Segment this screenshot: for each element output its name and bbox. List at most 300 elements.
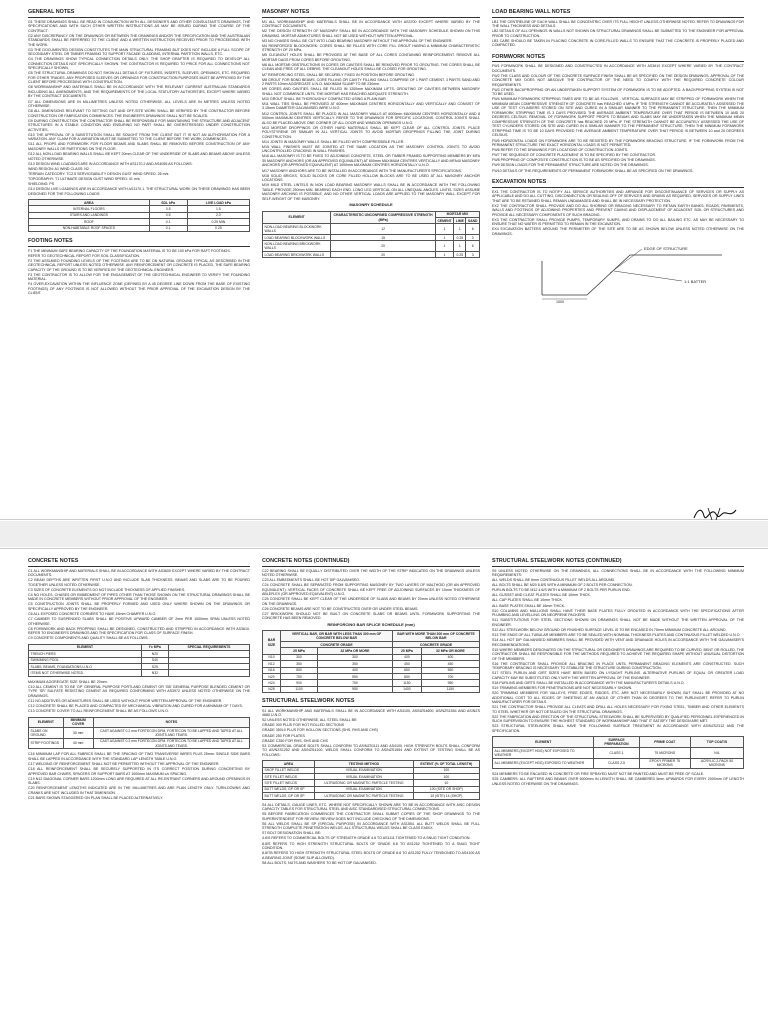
table-cell: 1100 bbox=[281, 686, 318, 692]
table-cell bbox=[169, 670, 250, 676]
excavation-notes-body bbox=[492, 190, 744, 237]
note-paragraph: C5 CONSTRUCTION JOINTS SHALL BE PROPERLY FORMED AND USED ONLY WHERE SHOWN ON THE DRAWINGS OR SPECIFICALLY APPROVED BY THE ENGINEER. bbox=[28, 602, 250, 611]
note-paragraph: F4 OVER-EXCAVATION WITHIN THE INFLUENCE ZONE (DEFINED BY A 45 DEGREE LINE DOWN FROM THE BASE OF EXISTING FOOTINGS) OF ANY FOOTINGS IS NOT ALLOWED WITHOUT THE PRIOR APPROVAL OF THE EXCAVATION DESIGN BY THE CLIENT. bbox=[28, 282, 250, 296]
table-cell: 350 bbox=[317, 661, 392, 667]
table-cell: NON-LOAD BEARING BRICKWORK WALLS bbox=[263, 241, 331, 252]
table-cell: BUTT WELDS, GP OR SP bbox=[263, 793, 315, 799]
note-paragraph: G2 ANY DISCREPANCY ON THE DRAWINGS OR BETWEEN THE DRAWINGS AND/OR THE SPECIFICATION AND THE AUSTRALIAN STANDARDS SHALL BE REFERRED TO THE CLIENT AND A WRITTEN INSTRUCTION RECEIVED PRIOR TO PROCEEDING WITH THE WORK. bbox=[28, 33, 250, 47]
masonry-header-strength: CHARACTERISTIC UNCONFINED COMPRESSIVE STRENGTH (MPa) bbox=[331, 211, 436, 224]
splice-header-25-b: 25 MPa bbox=[393, 648, 422, 654]
table-cell: STRIP FOOTINGS bbox=[29, 738, 64, 749]
note-paragraph: C10 ALL CEMENT IS TO BE 'GP' GENERAL PURPOSE PORTLAND CEMENT OR 'GB' GENERAL PURPOSE BLENDED CEMENT OR TYPE 'SR' SULFATE RESISTING CEMENT AS REQUIRED CONFORMING WITH AS3972 UNLESS NOTED OTHERWISE ON THE DRAWINGS. bbox=[28, 684, 250, 698]
table-row bbox=[29, 670, 250, 676]
paint-header-prep: SURFACE PREPARATION bbox=[594, 737, 639, 748]
note-paragraph: M3 NO CHASES SHALL BE CUT INTO LOAD BEARING MASONRY WITHOUT THE APPROVAL OF THE ENGINEER. bbox=[262, 38, 453, 43]
note-paragraph: LB1 THE CENTRELINE OF EACH WALL SHALL BE CONCENTRIC OVER ITS FULL HEIGHT UNLESS OTHERWISE NOTED. REFER TO DRAWINGS FOR THE WALL THICKNESS AND DETAILS. bbox=[492, 19, 744, 28]
table-cell: 350 bbox=[281, 661, 318, 667]
dimension-label: 1000 bbox=[556, 299, 564, 303]
table-cell: VISUAL EXAMINATION bbox=[315, 786, 414, 792]
table-cell: STAIRS AND LANDINGS bbox=[29, 212, 150, 218]
table-cell: 450 bbox=[393, 661, 422, 667]
note-paragraph: S11 SUBSTITUTIONS FOR STEEL SECTIONS SHOWN ON DRAWINGS SHALL NOT BE MADE WITHOUT THE WRITTEN APPROVAL OF THE ENGINEER. bbox=[492, 618, 744, 627]
table-cell: ULTRASONIC OR MAGNETIC PARTICLE TESTING bbox=[315, 780, 414, 786]
table-cell: ACRYLIC 2-PACK 50 MICRONS bbox=[690, 758, 743, 769]
note-paragraph: 8.8/TB REFERS TO HIGH STRENGTH STRUCTURAL STEEL BOLTS OF GRADE 8.8 TO AS1252 FULLY TENSIONED TO AS4100 AS A BEARING JOINT (SOME SLIP ALLOWED). bbox=[262, 851, 480, 860]
masonry-schedule-table bbox=[262, 211, 480, 259]
note-paragraph: C26 CONCRETE BEAMS ARE NOT TO BE CONSTRUCTED OVER OR UNDER STEEL BEAMS. bbox=[262, 606, 419, 611]
sheet1-column-2 bbox=[262, 8, 480, 261]
design-loads-table bbox=[28, 199, 250, 232]
table-cell: TRENCH PIERS bbox=[29, 651, 142, 657]
edge-leader-line bbox=[610, 249, 642, 273]
table-cell: 20 bbox=[331, 252, 436, 258]
concrete-notes-body bbox=[28, 569, 250, 641]
note-paragraph: F3 THE CONTRACTOR IS TO ALLOW FOR THE ENGAGEMENT OF THE GEOTECHNICAL ENGINEER TO VERIFY THE FOUNDING MATERIAL. bbox=[28, 272, 250, 282]
note-paragraph: M11 WALL TIES SHALL BE PROVIDED AT 600mm MAXIMUM CENTRES HORIZONTALLY AND VERTICALLY AND CONSIST OF 3.15mm DIAMETER GALVANISED WIRE U.N.O. bbox=[262, 101, 480, 111]
table-cell: CLASS 1 bbox=[594, 747, 639, 758]
batter-slope-line bbox=[587, 255, 630, 295]
note-paragraph: G4 THE DRAWINGS SHOW TYPICAL CONNECTION DETAILS ONLY. THE SHOP DRAFTER IS REQUIRED TO DEVELOP ALL CONNECTION DETAILS NOT SPECIFICALLY SHOWN. THE CONTRACTOR IS REQUIRED TO PRICE FOR ALL CONNECTIONS NOT SPECIFICALLY SHOWN. bbox=[28, 57, 250, 71]
note-paragraph: FW6 REFER TO THE DRAWINGS FOR LOCATIONS OF CONSTRUCTION JOINTS. bbox=[492, 148, 629, 153]
table-cell: 0.5 bbox=[149, 206, 187, 212]
note-paragraph: G9 DURING CONSTRUCTION THE CONTRACTOR SHALL BE RESPONSIBLE FOR MAINTAINING THE STRUCTURE AND ADJACENT STRUCTURES IN A STABLE CONDITION AND ENSURING NO PART SHALL BE OVERSTRESSED UNDER CONSTRUCTION ACTIVITIES. bbox=[28, 118, 250, 132]
note-paragraph: C24 CONCRETE SHALL BE SEPARATED FROM SUPPORTING MASONRY BY TWO LAYERS OF MALTHOID (OR AN APPROVED EQUIVALENT). VERTICAL FACES OF CONCRETE SHALL BE KEPT FREE OF ADJOINING SURFACES BY 10mm THICKNESS OF ABLEFLEX (OR APPROVED EQUIVALENT) U.N.O. bbox=[262, 583, 480, 597]
note-paragraph: M15 WALL FINISHES MUST BE JOINTED AT THE SAME LOCATION AS THE MASONRY CONTROL JOINTS TO AVOID UNCONTROLLED CRACKING IN WALL FINISHES. bbox=[262, 144, 480, 154]
note-paragraph: C23 ALL EMBEDMENTS SHALL BE HOT DIP GALVANISED. bbox=[262, 578, 360, 583]
table-cell: 0.25 bbox=[454, 252, 466, 258]
table-row bbox=[493, 747, 744, 758]
sheet2-column-3 bbox=[492, 557, 744, 787]
note-paragraph: GRADE C350 FOR RHS, SHS AND CHS bbox=[262, 738, 328, 743]
note-paragraph: C8 FORMWORK AND BACK PROPPING SHALL BE DESIGNED, CONSTRUCTED AND STRIPPED IN ACCORDANCE WITH AS3610. REFER TO ENGINEER'S DRAWINGS AND THE SPECIFICATION FOR CLASS OF SURFACE FINISH. bbox=[28, 626, 250, 636]
table-cell: N12 bbox=[263, 661, 281, 667]
table-cell: 650 bbox=[393, 667, 422, 673]
table-cell: 0.1 bbox=[149, 219, 187, 225]
table-cell: SWIMMING POOL bbox=[29, 657, 142, 663]
note-paragraph: G3 THE DOCUMENTED DESIGN CONSTITUTES THE MAIN STRUCTURAL FRAMING BUT DOES NOT INCLUDE A FULL SCOPE OF SECONDARY STEEL OR TIMBER FRAMING TO SUPPORT FACADE CLADDING, INTERNAL PARTITION WALLS, ETC. bbox=[28, 47, 250, 57]
note-paragraph: EX3 THE CONTRACTOR SHALL PROVIDE PUMPS, TEMPORARY SUMPS, AND DRAINS TO DO ALL BAILING ETC. AS MAY BE NECESSARY TO ENSURE THAT NO WATER IS PERMITTED TO REMAIN IN THE EXCAVATION. bbox=[492, 217, 744, 227]
splice-header-grade-a: CONCRETE GRADE bbox=[281, 642, 393, 648]
steelwork-notes-final-body bbox=[492, 772, 744, 786]
table-cell: 6 bbox=[466, 241, 480, 252]
note-paragraph: FW3 OTHER BACKPROPPING OR AN UNDERTAKEN SUPPORT SYSTEM OF FORMWORK IS TO BE ADOPTED. A BACKPROPPING SYSTEM IS NOT TO BE USED. bbox=[492, 87, 744, 97]
loads-header-sdl: SDL kPa bbox=[149, 200, 187, 206]
note-paragraph: C22 BEARING SHALL BE EQUALLY DISTRIBUTED OVER THE WIDTH OF THE STRIP INDICATED ON THE DRAWINGS UNLESS NOTED OTHERWISE. bbox=[262, 568, 480, 577]
table-cell: ITEMS NOT OTHERWISE NOTED bbox=[29, 670, 142, 676]
cover-header-element: ELEMENT bbox=[29, 717, 64, 728]
table-cell: SLABS ON GROUND bbox=[29, 728, 64, 739]
note-paragraph: FW7 THE SEQUENCE OF CONCRETE PLACEMENT IS TO BE SPECIFIED BY THE CONTRACTOR. bbox=[492, 153, 657, 158]
note-paragraph: M8 GROUT FOR BOND BEAMS, CORE FILLING OR CAVITY FILLING SHALL COMPRISE OF 1 PART CEMENT, 3 PARTS SAND AND 2 PARTS 10mm AGGREGATE U.N.O. MAXIMUM SLUMP TO BE 230mm. bbox=[262, 77, 480, 87]
table-cell: 850 bbox=[393, 674, 422, 680]
note-paragraph: FW1 FORMWORK SHALL BE DESIGNED AND CONSTRUCTED IN ACCORDANCE WITH AS3610 EXCEPT WHERE VARIED BY THE CONTRACT DOCUMENTS. bbox=[492, 64, 744, 73]
note-paragraph: S21 THE CONTRACTOR SHALL PROVIDE ALL CLEATS AND DRILL ALL HOLES NECESSARY FOR FIXING STEEL, TIMBER AND OTHER ELEMENTS TO STEEL WHETHER OR NOT DETAILED ON THE STRUCTURAL DRAWINGS. bbox=[492, 705, 744, 714]
table-cell: LOAD BEARING BLOCKWORK WALLS bbox=[263, 235, 331, 241]
note-paragraph: G11 ALL PROPS AND FORMWORK FOR FLOOR BEAMS AND SLABS SHALL BE REMOVED BEFORE CONSTRUCTION OF ANY MASONRY WALLS OR PARTITIONS ON THE FLOOR. bbox=[28, 142, 250, 151]
table-cell: 0.25 bbox=[187, 225, 249, 231]
table-cell: N20 bbox=[263, 674, 281, 680]
steelwork-notes-title: STRUCTURAL STEELWORK NOTES bbox=[262, 698, 480, 707]
note-paragraph: S10 COLUMNS AND MULLIONS SHALL HAVE THEIR BASE PLATES FULLY GROUTED IN ACCORDANCE WITH THE SPECIFICATIONS AFTER PLUMBING AND LEVELLING ON NEOPRENE PACKERS. bbox=[492, 608, 744, 618]
general-notes-title: GENERAL NOTES bbox=[28, 9, 250, 18]
table-cell: 300 bbox=[317, 654, 392, 660]
steelwork-notes-continued-body bbox=[492, 569, 744, 734]
table-cell: 550 bbox=[317, 674, 392, 680]
note-paragraph: S19 TRIMMING MEMBERS FOR PENETRATIONS ARE NOT NECESSARILY SHOWN. bbox=[492, 686, 633, 690]
note-paragraph: M10 GROUT SHALL BE THOROUGHLY COMPACTED USING A PLAIN BAR. bbox=[262, 96, 387, 101]
note-paragraph: F2 THE ASSUMED FOUNDING LEVELS OF THE FOOTINGS ARE TO BE ON NATURAL GROUND TYPICAL AS DESCRIBED IN THE GEOTECHNICAL REPORT UNLESS NOTED OTHERWISE. ANY REINFORCEMENT OR CONCRETE IS PLACED, THE SAFE BEARING CAPACITY OF THE GROUND IS TO BE VERIFIED BY THE GEOTECHNICAL ENGINEER. bbox=[28, 258, 250, 272]
table-row bbox=[263, 686, 480, 692]
table-cell: N28 bbox=[263, 686, 281, 692]
concrete-notes-title: CONCRETE NOTES bbox=[28, 558, 250, 567]
table-cell: 400 bbox=[393, 654, 422, 660]
table-cell: ROOF bbox=[29, 219, 150, 225]
table-cell: SITE FILLET WELDS bbox=[263, 780, 315, 786]
table-cell: 20 bbox=[331, 241, 436, 252]
masonry-header-element: ELEMENT bbox=[263, 211, 331, 224]
note-paragraph: M2 THE DESIGN STRENGTH OF MASONRY SHALL BE IN ACCORDANCE WITH THE MASONRY SCHEDULE SHOWN ON THIS DRAWING. MORTAR ADMIXTURES SHALL NOT BE USED WITHOUT WRITTEN APPROVAL. bbox=[262, 29, 480, 38]
general-notes-body bbox=[28, 20, 250, 197]
concrete-notes-continued-body bbox=[28, 680, 250, 714]
note-paragraph: 8.8/S REFERS TO HIGH STRENGTH STRUCTURAL BOLTS OF GRADE 8.8 TO AS1252 TIGHTENED TO A SNUG TIGHT CONDITION. bbox=[262, 841, 480, 851]
table-cell: SHOP FILLET WELDS bbox=[263, 767, 315, 773]
table-cell: S25 bbox=[141, 663, 168, 669]
note-paragraph: G10 THE APPROVAL OF A SUBSTITUTION SHALL BE SOUGHT FROM THE CLIENT BUT IT IS NOT AN AUTHORISATION FOR A VARIATION. ANY CLAIM FOR A VARIATION MUST BE SUBMITTED TO THE CLIENT BEFORE THE WORK COMMENCES. bbox=[28, 132, 250, 142]
masonry-header-lime: LIME bbox=[455, 218, 464, 223]
table-cell: 500 bbox=[281, 667, 318, 673]
note-paragraph: C21 BARS SHOWN STAGGERED ON PLAN SHALL BE PLACED ALTERNATIVELY. bbox=[28, 795, 164, 800]
note-paragraph: FW2 THE CLASS AND COLOUR OF THE CONCRETE SURFACE FINISH SHALL BE AS SPECIFIED ON THE DESIGN DRAWINGS. APPROVAL OF THE CONCRETE MIX DOES NOT ABSOLVE THE CONTRACTOR OF THE NEED TO COMPLY WITH THE REQUIRED CONCRETE COLOUR REQUIREMENTS. bbox=[492, 73, 744, 87]
page-gap bbox=[0, 521, 768, 547]
note-paragraph: C12 CONCRETE SHALL BE PLACED AND COMPACTED BY MECHANICAL VIBRATION AND CURED FOR A MINIMUM OF 7 DAYS. bbox=[28, 703, 243, 708]
note-paragraph: M1 ALL WORKMANSHIP AND MATERIALS SHALL BE IN ACCORDANCE WITH AS3700 EXCEPT WHERE VARIED BY THE CONTRACT DOCUMENTS. bbox=[262, 19, 480, 28]
masonry-notes-title: MASONRY NOTES bbox=[262, 9, 480, 18]
table-cell: 750 bbox=[317, 680, 392, 686]
note-paragraph: G6 WORKMANSHIP AND MATERIALS SHALL BE IN ACCORDANCE WITH THE RELEVANT CURRENT AUSTRALIAN STANDARDS INCLUDING ALL AMENDMENTS, AND THE REQUIREMENTS OF THE LOCAL STATUTORY AUTHORITIES, EXCEPT WHERE VARIED BY THE CONTRACT DOCUMENTS. bbox=[28, 85, 250, 99]
loads-header-area: AREA bbox=[29, 200, 150, 206]
note-paragraph: S13 THE ENDS OF ALL TUBULAR MEMBERS ARE TO BE SEALED WITH NOMINAL THICKNESS PLATES AND CONTINUOUS FILLET WELDED U.N.O. bbox=[492, 632, 741, 637]
note-paragraph: FW9 DESIGN LOADS FOR THE PERMANENT STRUCTURE ARE NOTED ON THE DRAWINGS. bbox=[492, 163, 649, 168]
splice-header-grade-b: CONCRETE GRADE bbox=[393, 642, 480, 648]
note-paragraph: FW10 DETAILS OF THE REQUIREMENTS OF PERMANENT FORMWORK SHALL BE AS SPECIFIED ON THE DRAWINGS. bbox=[492, 168, 694, 173]
table-row bbox=[263, 793, 480, 799]
weld-header-area: AREA bbox=[263, 761, 315, 767]
table-cell: 1 bbox=[435, 252, 453, 258]
note-paragraph: EX1 THE CONTRACTOR IS TO NOTIFY ALL SERVICE AUTHORITIES AND ARRANGE FOR DISCONTINUANCE OF SERVICES OR SUPPLY AS APPLICABLE AND DO ALL CUTTING, DISCONNECTION OR SEALING OFF OF SERVICES AND DRAINS AS REQUIRED. SERVICES OR SUPPLY LINES THAT ARE TO BE RETAINED SHALL REMAIN UNDAMAGED AND SHALL BE IN NECESSARY PROTECTION. bbox=[492, 189, 744, 203]
note-paragraph: M17 MASONRY ANCHORS ARE TO BE INSTALLED IN ACCORDANCE WITH THE MANUFACTURER'S SPECIFICATIONS. bbox=[262, 168, 462, 173]
note-paragraph: S17 STEEL PURLIN AND GIRT SIZES HAVE BEEN BASED ON LYSAGHT PURLINS. ALTERNATIVE PURLINS OF EQUAL OR GREATER LOAD CAPACITY MAY BE SUBSTITUTED ONLY WITH THE WRITTEN APPROVAL OF THE ENGINEER. bbox=[492, 671, 744, 680]
note-paragraph: G7 ALL DIMENSIONS ARE IN MILLIMETRES UNLESS NOTED OTHERWISE. ALL LEVELS ARE IN METRES UNLESS NOTED OTHERWISE. bbox=[28, 99, 250, 109]
note-paragraph: M16 ALL MASONRY IS TO BE FIXED TO ADJOINING CONCRETE, STEEL OR TIMBER FRAMED SUPPORTING MEMBERS BY MFA 30 MASONRY ANCHORS (OR AN APPROVED EQUIVALENT) AT 600mm MAXIMUM CENTRES VERTICALLY AND MFA40 MASONRY ANCHORS (OR APPROVED EQUIVALENT) AT 1000mm MAXIMUM CENTRES HORIZONTALLY U.N.O. bbox=[262, 154, 480, 168]
note-paragraph: S9 UNLESS NOTED OTHERWISE ON THE DRAWINGS, ALL CONNECTIONS SHALL BE IN ACCORDANCE WITH THE FOLLOWING MINIMUM REQUIREMENTS: bbox=[492, 568, 744, 577]
note-paragraph: LB2 DETAILS OF ALL OPENINGS IN WALLS NOT SHOWN ON STRUCTURAL DRAWINGS SHALL BE SUBMITTED TO THE ENGINEER FOR APPROVAL PRIOR TO CONSTRUCTION. bbox=[492, 29, 744, 38]
note-paragraph: S5 BEFORE FABRICATION COMMENCES THE CONTRACTOR SHALL SUBMIT COPIES OF THE SHOP DRAWINGS TO THE SUPERINTENDENT FOR REVIEW. REVIEW DOES NOT INCLUDE CHECKING OF THE DIMENSIONS. bbox=[262, 812, 480, 821]
table-cell: 10 (SITE) 14 (SHOP) bbox=[413, 793, 479, 799]
note-paragraph: G12 ALL NON-LOAD BEARING WALLS SHALL BE KEPT 20mm CLEAR OF THE UNDERSIDE OF SLABS AND BEAMS ABOVE UNLESS NOTED OTHERWISE. bbox=[28, 152, 250, 161]
table-cell: 3 bbox=[466, 252, 480, 258]
table-cell: 300 bbox=[281, 654, 318, 660]
table-row bbox=[493, 758, 744, 769]
table-cell: NIL bbox=[690, 747, 743, 758]
note-paragraph: C17 WELDING OF REINFORCEMENT SHALL NOT BE PERMITTED WITHOUT THE APPROVAL OF THE ENGINEER. bbox=[28, 761, 220, 766]
note-paragraph: C16 MINIMUM LAP FOR ALL FABRICS SHALL BE THE SPACING OF TWO TRANSVERSE WIRES PLUS 25mm. SINGLE SIDE BARS SHALL BE LAPPED IN ACCORDANCE WITH THE STANDARD LAP LENGTH TABLE U.N.O. bbox=[28, 752, 250, 761]
note-paragraph: C4 NO HOLES, CHASES OR EMBEDMENT OF PIPES OTHER THAN THOSE SHOWN ON THE STRUCTURAL DRAWINGS SHALL BE MADE IN CONCRETE MEMBERS WITHOUT PRIOR APPROVAL OF THE ENGINEER. bbox=[28, 592, 250, 602]
note-paragraph: C27 BRICKWORK SHOULD NOT BE BUILT ON CONCRETE SLABS OR BEAMS UNTIL FORMWORK SUPPORTING THE CONCRETE HAS BEEN REMOVED. bbox=[262, 611, 480, 621]
note-paragraph: C1 ALL WORKMANSHIP AND MATERIALS SHALL BE IN ACCORDANCE WITH AS3600 EXCEPT WHERE VARIED BY THE CONTRACT DOCUMENTS. bbox=[28, 568, 250, 577]
masonry-header-cement: CEMENT bbox=[437, 218, 452, 223]
table-cell: 1 bbox=[435, 241, 453, 252]
note-paragraph: S25 CAMBERS: ALL RAFTERS AND BEAMS OVER 6000mm IN LENGTH SHALL BE CAMBERED 5mm UPWARDS FOR EVERY 2000mm OF LENGTH UNLESS NOTED OTHERWISE ON THE DRAWINGS. bbox=[492, 777, 744, 786]
note-paragraph: MAXIMUM AGGREGATE SIZE SHALL BE 20mm. bbox=[28, 679, 108, 684]
table-cell: N24 bbox=[263, 680, 281, 686]
table-cell: ULTRASONIC OR MAGNETIC PARTICLE TESTING bbox=[315, 793, 414, 799]
splice-header-vertical: VERTICAL BAR, OR BAR WITH LESS THAN 300 mm OF CONCRETE BELOW BAR bbox=[281, 631, 393, 642]
note-paragraph: EX2 THE CONTRACTOR SHALL PROVIDE AND DO ALL SHORING OR BRACING NECESSARY TO RETAIN EARTH BANKS, ROADS, PAVEMENTS, WALLS AND FOOTINGS OF ADJOINING PROPERTIES AND PREVENT CAVING AND DISPLACEMENT OF ADJACENT SOIL OR STRUCTURES AND PROVIDE ALL NECESSARY COMPONENTS OF SUCH BRACING. bbox=[492, 203, 744, 217]
note-paragraph: S18 PURLINS AND GIRTS SHALL BE INSTALLED IN ACCORDANCE WITH THE MANUFACTURER'S DETAILS U.N.O. bbox=[492, 680, 685, 685]
formwork-notes-body bbox=[492, 64, 744, 173]
note-paragraph: REFER TO GEOTECHNICAL REPORT FOR SOIL CLASSIFICATION. bbox=[28, 253, 141, 258]
table-cell: 0.25 bbox=[454, 235, 466, 241]
masonry-notes-body bbox=[262, 20, 480, 202]
note-paragraph: C13 CONCRETE COVER TO ALL REINFORCEMENT SHALL BE AS FOLLOWS U.N.O. bbox=[28, 709, 169, 714]
table-cell: SITE FILLET WELDS bbox=[263, 774, 315, 780]
note-paragraph: S1 ALL WORKMANSHIP AND MATERIALS SHALL BE IN ACCORDANCE WITH AS4100, AS/NZS4600, AS/NZS1554 AND AS/NZS 4680 U.N.O. bbox=[262, 708, 480, 718]
note-paragraph: S15 WHERE MEMBERS DESIGNATED ON THE STRUCTURAL OR DESIGNER'S DRAWINGS ARE REQUIRED TO BE CURVED, BENT OR ROLLED, THE CONTRACTOR SHALL BE RESPONSIBLE FOR THE METHODS REQUIRED TO ACHIEVE THE REQUIRED SHAPE WITHOUT UNUSUAL DISTORTION OF THE MEMBERS. bbox=[492, 647, 744, 661]
note-paragraph: ALL GUSSET AND CLEAT PLATES SHALL BE 10mm THICK. bbox=[492, 593, 591, 598]
note-paragraph: FW4 MINIMUM FORMWORK STRIPPING TIMES ARE TO BE AS FOLLOWS - VERTICAL SURFACES MAY BE STRIPPED OF FORMWORK WHEN THE MINIMUM MEAN COMPRESSIVE STRENGTH OF CONCRETE has REACHED 4 MPa. IF THE STRENGTH CANNOT BE ACCURATELY ASSESSED THE USE OF TEST CYLINDERS STORED ON SITE AND CURED IN A SIMILAR MANNER TO THE PERMANENT STRUCTURE. THEN THE MINIMUM FORMWORK STRIPPING TIME IS 3 DAYS PROVIDED THE AVERAGE AMBIENT TEMPERATURE OVER THAT PERIOD IS BETWEEN 10 AND 20 DEGREES CELSIUS. REMOVAL OF FORMWORK SUPPORT PROPS TO BEAMS AND SLABS MAY BE UNDERTAKEN WHEN THE MINIMUM MEAN COMPRESSIVE STRENGTH OF THE CONCRETE has REACHED 20 MPa. IF THE STRENGTH CANNOT BE ACCURATELY ASSESSED THE USE OF TEST CYLINDERS STORED ON SITE AND CURED IN A SIMILAR MANNER TO THE PERMANENT STRUCTURE, THEN THE MINIMUM FORMWORK STRIPPING TIME IS TO BE 10 DAYS PROVIDED THE AVERAGE AMBIENT TEMPERATURE OVER THAT PERIOD IS BETWEEN 10 and 20 DEGREES CELSIUS. bbox=[492, 97, 744, 138]
note-paragraph: S22 THE FABRICATION AND ERECTION OF THE STRUCTURAL STEELWORK SHALL BE SUPERVISED BY QUALIFIED PERSONNEL EXPERIENCED IN SUCH SUPERVISION TO ENSURE THE HIGHEST STANDARD OF WORKMANSHIP AND THAT IT SATISFY THE DESIGN ARE MET. bbox=[492, 714, 744, 724]
weld-testing-table bbox=[262, 760, 480, 799]
loads-header-live: LIVE LOAD kPa bbox=[187, 200, 249, 206]
table-cell: 1.5 bbox=[187, 206, 249, 212]
note-paragraph: EX4 EXCAVATION BATTERS AROUND THE PERIMETER OF THE SITE ARE TO BE AS SHOWN BELOW UNLESS NOTED OTHERWISE ON THE DRAWINGS. bbox=[492, 227, 744, 236]
table-cell: 700 bbox=[421, 674, 479, 680]
table-cell: 950 bbox=[421, 680, 479, 686]
note-paragraph: G1 THESE DRAWINGS SHALL BE READ IN CONJUNCTION WITH ALL DESIGNER'S AND OTHER CONSULTANT'S DRAWINGS, THE SPECIFICATIONS AND WITH SUCH OTHER WRITTEN INSTRUCTIONS AS MAY BE ISSUED DURING THE COURSE OF THE CONTRACT. bbox=[28, 19, 250, 33]
note-paragraph: M19 MILD STEEL LINTELS IN NON LOAD BEARING MASONRY WALLS SHALL BE IN ACCORDANCE WITH THE FOLLOWING TABLE. PROVIDE 250mm MIN. BEARING EACH END. LONG LEG VERTICAL ON ALL UNEQUAL ANGLES. LINTEL SIZES ASSUME MASONRY ARCHING IS POSSIBLE, AND NO OTHER VERTICAL LOADS ARE APPLIED TO THE MASONRY WALL EXCEPT FOR SELF-WEIGHT OF THE MASONRY. bbox=[262, 183, 480, 201]
table-cell: 100 bbox=[413, 774, 479, 780]
table-cell: 900 bbox=[281, 680, 318, 686]
excavation-notes-title: EXCAVATION NOTES bbox=[492, 179, 744, 188]
paint-header-top: TOP COAT/S bbox=[690, 737, 743, 748]
note-paragraph: C7 CAMBER TO SUSPENDED SLABS SHALL BE POSITIVE UPWARD CAMBER OF 2mm PER 1000mm SPAN UNLESS NOTED OTHERWISE. bbox=[28, 617, 250, 626]
table-cell: 1 bbox=[454, 224, 466, 235]
footing-notes-title: FOOTING NOTES bbox=[28, 238, 250, 247]
concrete-header-special: SPECIAL REQUIREMENTS bbox=[169, 644, 250, 650]
note-paragraph: M4 REINFORCED BLOCKWORK: CORES SHALL BE FILLED WITH CORE FILL GROUT HAVING A MINIMUM CHARACTERISTIC STRENGTH OF 20 MPa. bbox=[262, 43, 480, 53]
note-paragraph: C2 BEAM DEPTHS ARE WRITTEN FIRST U.N.O AND INCLUDE SLAB THICKNESS. BEAMS AND SLABS ARE TO BE POURED TOGETHER UNLESS NOTED OTHERWISE. bbox=[28, 578, 250, 587]
paint-header-element: ELEMENT bbox=[493, 737, 594, 748]
batter-leader-line bbox=[614, 271, 682, 281]
table-cell: 1 bbox=[454, 241, 466, 252]
table-cell: EPOXY PRIMER 75 MICRONS bbox=[639, 758, 690, 769]
table-cell: 700 bbox=[281, 674, 318, 680]
note-paragraph: GRADE 250 FOR PLATES bbox=[262, 733, 305, 738]
note-paragraph: SHIELDING: PS bbox=[28, 182, 55, 186]
note-paragraph: F1 THE MINIMUM SAFE BEARING CAPACITY OF THE FOUNDATION MATERIAL IS TO BE 100 kPa FOR RAFT FOOTINGS. bbox=[28, 248, 231, 253]
table-cell: 950 bbox=[317, 686, 392, 692]
table-cell: 1150 bbox=[421, 686, 479, 692]
table-cell: 0.1 bbox=[149, 225, 187, 231]
table-cell: 30 mm bbox=[63, 728, 93, 739]
sheet1-column-3 bbox=[492, 8, 744, 308]
table-row bbox=[263, 241, 480, 252]
note-paragraph: G5 THE STRUCTURAL DRAWINGS DO NOT SHOW ALL DETAILS OF FIXTURES, INSERTS, SLEEVES, OPENINGS, ETC. REQUIRED FOR OTHER TRADES. ANY PROPOSED SLEEVES OR OPENINGS FOR CONSTRUCTION PURPOSES MUST BE APPROVED BY THE CLIENT BEFORE PROCEEDING WITH CONSTRUCTION. bbox=[28, 71, 250, 85]
note-paragraph: ALL BOLTS SHALL BE M20 8.8/S WITH A MINIMUM OF 2 BOLTS PER CONNECTION. bbox=[492, 583, 633, 588]
table-cell: 40 mm bbox=[63, 738, 93, 749]
table-cell: 1 bbox=[435, 224, 453, 235]
table-row bbox=[263, 224, 480, 235]
table-cell: 0.25 MIN bbox=[187, 219, 249, 225]
note-paragraph: 4.6/S REFERS TO COMMERCIAL BOLTS OF STRENGTH GRADE 4.6 TO AS1111 TIGHTENED TO A SNUG TIGHT CONDITION. bbox=[262, 836, 471, 841]
note-paragraph: S4 ALL DETAILS, GAUGE LINES, ETC. WHERE NOT SPECIFICALLY SHOWN ARE TO BE IN ACCORDANCE WITH AISC DESIGN CAPACITY TABLES FOR STRUCTURAL STEEL AND AISC STANDARDISED STRUCTURAL CONNECTIONS. bbox=[262, 802, 480, 812]
splice-header-32-b: 32 MPa OR MORE bbox=[421, 648, 479, 654]
note-paragraph: S24 MEMBERS TO BE ENCASED IN CONCRETE OR FIRE SPRAYED MUST NOT BE PAINTED AND MUST BE FREE OF SCALE. bbox=[492, 772, 705, 777]
concrete-notes-end-body bbox=[28, 752, 250, 800]
table-cell: 100 (SITE OR SHOP) bbox=[413, 786, 479, 792]
note-paragraph: G14 DESIGN LIVE LOADINGS ARE IN ACCORDANCE WITH AS1170.1. THE STRUCTURAL WORK ON THESE DRAWINGS HAS BEEN DESIGNED FOR THE FOLLOWING LOADS: bbox=[28, 187, 250, 196]
note-paragraph: C25 CONCRETE SHALL BE KEPT CLEAR OF THE UNDERSIDE OF SLABS AND BEAMS BY 20mm UNLESS NOTED OTHERWISE ON THE DRAWINGS. bbox=[262, 597, 480, 606]
masonry-header-sand: SAND bbox=[466, 218, 480, 224]
table-cell: 1 bbox=[435, 235, 453, 241]
table-cell: N10 bbox=[263, 654, 281, 660]
formwork-notes-title: FORMWORK NOTES bbox=[492, 54, 744, 63]
note-paragraph: S2 UNLESS NOTED OTHERWISE, ALL STEEL SHALL BE: bbox=[262, 718, 358, 723]
concrete-cover-table bbox=[28, 717, 250, 750]
note-paragraph: M12 CONTROL JOINTS SHALL BE PLACED IN ALL MASONRY WALLS AT 6000mm MAXIMUM CENTRES HORIZONTALLY AND 8 000mm MAXIMUM CENTRES VERTICALLY. REFER TO THE DRAWINGS FOR SPECIFIC LOCATIONS. CONTROL JOINTS SHALL ALSO BE PLACED ABOVE ONE CORNER OF ALL DOOR AND WINDOW OPENINGS U.N.O. bbox=[262, 111, 480, 125]
steelwork-notes-body bbox=[262, 709, 480, 758]
note-paragraph: S7 BOLT DESIGNATION SHALL BE: bbox=[262, 831, 321, 836]
note-paragraph: M9 CORES AND CAVITIES SHALL BE FILLED IN 1200mm MAXIMUM LIFTS. GROUTING OF CAVITIES BETWEEN MASONRY SHALL NOT COMMENCE UNTIL THE MORTAR HAS REACHED ADEQUATE STRENGTH. bbox=[262, 87, 480, 96]
note-paragraph: TERRAIN CATEGORY: TC2.5 SERVICEABILITY DESIGN GUST WIND SPEED: 26 m/s bbox=[28, 171, 169, 176]
table-cell: SLABS, BEAMS, FOUNDATIONS U.N.O bbox=[29, 663, 142, 669]
weld-table-body bbox=[263, 767, 480, 799]
table-cell: 0.5 bbox=[149, 212, 187, 218]
edge-of-structure-label: EDGE OF STRUCTURE bbox=[644, 245, 688, 251]
table-cell: N32 bbox=[141, 670, 168, 676]
table-cell: 100 bbox=[413, 767, 479, 773]
note-paragraph: M14 JOINTS IN MASONRY WALLS SHALL BE FILLED WITH COMPRESSIBLE FILLER. bbox=[262, 139, 405, 144]
table-cell: 6 bbox=[466, 224, 480, 235]
table-cell: 15 bbox=[331, 235, 436, 241]
note-paragraph: C19 N12 DIAGONAL CORNER BARS 1200mm LONG ARE REQUIRED AT ALL RE-ENTRANT CORNERS AND AROUND OPENINGS IN SLABS. bbox=[28, 776, 250, 786]
table-cell: BUTT WELDS, GP OR SP bbox=[263, 786, 315, 792]
table-cell: S40 bbox=[141, 657, 168, 663]
note-paragraph: S3 COMMERCIAL GRADE BOLTS SHALL CONFORM TO AS/NZS1111 AND AS4100. HIGH STRENGTH BOLTS SHALL CONFORM TO AS/NZS1252 AND AS/NZS4100. WELDS SHALL CONFORM TO AS/NZS1554 AND EXTENT OF TESTING SHALL BE AS FOLLOWS: bbox=[262, 743, 480, 757]
note-paragraph: FW5 HORIZONTAL LOADS ON FORMWORK ARE TO BE RESISTED BY THE FORMWORK BRACING STRUCTURE. IF THE FORMWORK FROM THE PERMANENT STRUCTURE THE EXACT HORIZONTAL LOADS IS NOT PERMITTED. bbox=[492, 138, 744, 148]
table-row bbox=[263, 252, 480, 258]
splice-header-bar-size: BAR SIZE bbox=[263, 631, 281, 654]
table-cell: 1150 bbox=[393, 680, 422, 686]
splice-header-25-a: 25 MPa bbox=[281, 648, 318, 654]
note-paragraph: GRADE 350L0 PLUS FOR HOLLOW SECTIONS (SHS, RHS AND CHS) bbox=[262, 728, 379, 733]
masonry-schedule-caption: MASONRY SCHEDULE bbox=[349, 202, 393, 208]
weld-header-extent: EXTENT (% OF TOTAL LENGTH) bbox=[413, 761, 479, 767]
splice-schedule-caption: REINFORCING BAR SPLICE SCHEDULE (mm) bbox=[327, 621, 415, 627]
note-paragraph: PURLIN BOLTS TO BE M12 4.6/S WITH A MINIMUM OF 2 BOLTS PER PURLIN END. bbox=[492, 588, 631, 593]
note-paragraph: S16 THE CONTRACTOR SHALL PROVIDE ALL BRACING IN PLACE UNTIL PERMANENT BRACING ELEMENTS ARE CONSTRUCTED. SUCH TEMPORARY BRACING IS NECESSARY TO STABILISE THE STRUCTURE DURING CONSTRUCTION. bbox=[492, 661, 744, 671]
splice-schedule-table bbox=[262, 630, 480, 693]
surface-treatment-table bbox=[492, 736, 744, 769]
steelwork-notes-continued-title: STRUCTURAL STEELWORK NOTES (CONTINUED) bbox=[492, 558, 744, 567]
table-row bbox=[29, 738, 250, 749]
table-cell: ALL MEMBERS (EXCEPT HDG) EXPOSED TO WEATHER bbox=[493, 758, 594, 769]
table-cell: 400 bbox=[317, 667, 392, 673]
note-paragraph: LB3 CARE SHOULD BE TAKEN IN PLACING CONCRETE IN CORE-FILLED WALLS TO ENSURE THAT THE CONCRETE IS PROPERLY PLACED AND COMPACTED. bbox=[492, 38, 744, 48]
sheet2-column-1 bbox=[28, 557, 250, 801]
note-paragraph: M5 CLEANOUT HOLES SHALL BE PROVIDED AT THE BASE OF ALL CORES CONTAINING REINFORCEMENT. REMOVE ALL MORTAR DAGS FROM CORES BEFORE GROUTING. bbox=[262, 53, 480, 62]
note-paragraph: TOPOGRAPHY: T1 ULTIMATE DESIGN GUST WIND SPEED: 41 m/s bbox=[28, 176, 140, 181]
splice-table-body bbox=[263, 654, 480, 692]
note-paragraph: M18 SOLID BRICKS, SOLID BLOCKS OR CORE FILLED HOLLOW BLOCKS ARE TO BE USED AT ALL MASONRY ANCHOR LOCATIONS. bbox=[262, 173, 480, 183]
table-cell: INTERNAL FLOORS bbox=[29, 206, 150, 212]
concrete-notes-continued-paras bbox=[262, 569, 480, 621]
table-cell: NON-HABITABLE ROOF SPACES bbox=[29, 225, 150, 231]
table-cell: 550 bbox=[421, 667, 479, 673]
load-bearing-wall-notes-body bbox=[492, 20, 744, 48]
note-paragraph: FW8 PROPPING OF COMPOSITE CONSTRUCTION IS TO BE AS SPECIFIED ON THE DRAWINGS. bbox=[492, 158, 656, 163]
note-paragraph: S20 TRIMMING MEMBERS FOR VALLEYS, FREE EDGES, RIDGES, ETC. ARE NOT NECESSARILY SHOWN, BUT SHALL BE PROVIDED AT NO ADDITIONAL COST TO ALL EDGES OF SHEETING AT AN ANGLE OF OTHER THAN 90 DEGREES TO THE PURLIN/GIRT. REFER TO PURLIN MANUFACTURER FOR DETAILS. bbox=[492, 691, 744, 705]
note-paragraph: G8 ALL DIMENSIONS RELEVANT TO SETTING OUT AND OFF-SITE WORK SHALL BE VERIFIED BY THE CONTRACTOR BEFORE CONSTRUCTION OR FABRICATION COMMENCES. THE ENGINEER'S DRAWINGS SHALL NOT BE SCALED. bbox=[28, 109, 250, 118]
concrete-strength-table bbox=[28, 644, 250, 677]
masonry-header-mortar: MORTAR MIX bbox=[435, 211, 479, 217]
table-cell: 2.0 bbox=[187, 212, 249, 218]
excavation-batter-diagram bbox=[492, 241, 744, 303]
note-paragraph: M13 MORTAR DROPPINGS OR OTHER HARD MATERIALS SHALL BE KEPT CLEAR OF ALL CONTROL JOINTS. PLACE POLYSTYRENE OR SIMILAR IN ALL VERTICAL JOINTS TO AVOID MORTAR DROPPINGS FILLING THE JOINT DURING CONSTRUCTION. bbox=[262, 125, 480, 139]
concrete-header-element: ELEMENT bbox=[29, 644, 142, 650]
note-paragraph: C11 NO ADDITIVES OR ADMIXTURES SHALL BE USED WITHOUT PRIOR WRITTEN APPROVAL OF THE ENGINEER. bbox=[28, 698, 223, 703]
table-cell: CLASS 2.5 bbox=[594, 758, 639, 769]
note-paragraph: M7 REINFORCING STEEL SHALL BE SECURELY FIXED IN POSITION BEFORE GROUTING. bbox=[262, 72, 415, 77]
cover-header-notes: NOTES bbox=[93, 717, 249, 728]
table-cell: 12 bbox=[331, 224, 436, 235]
table-cell: N20 bbox=[141, 651, 168, 657]
table-cell: 75 MICRONS bbox=[639, 747, 690, 758]
table-cell: NON-LOAD BEARING BLOCKWORK WALLS bbox=[263, 224, 331, 235]
cover-header-min: MINIMUM COVER bbox=[63, 717, 93, 728]
note-paragraph: WIND REGION: A1 WIND CLASS: N2 bbox=[28, 166, 89, 171]
concrete-notes-continued-title: CONCRETE NOTES (CONTINUED) bbox=[262, 558, 480, 567]
note-paragraph: C9 CONCRETE COMPONENTS AND QUALITY SHALL BE AS FOLLOWS: bbox=[28, 636, 149, 641]
table-cell: N16 bbox=[263, 667, 281, 673]
note-paragraph: ALL BASE PLATES SHALL BE 16mm THICK. bbox=[492, 603, 566, 608]
splice-header-horizontal: BAR WITH MORE THAN 300 mm OF CONCRETE BELOW BAR bbox=[393, 631, 480, 642]
table-row bbox=[29, 225, 250, 231]
note-paragraph: S12 ALL STEELWORK BELOW GROUND OR FINISHED SURFACE LEVEL IS TO BE ENCASED IN 75mm MINIMUM CONCRETE ALL AROUND. bbox=[492, 627, 727, 632]
table-cell: CAST AGAINST 0.2 mm FORTECON DPM. FORTECON TO BE LAPPED AND TAPED AT ALL JOINTS AND TEARS. bbox=[93, 738, 249, 749]
table-cell: ALL MEMBERS (EXCEPT HDG) NOT EXPOSED TO WEATHER bbox=[493, 747, 594, 758]
note-paragraph: S14 ALL HOT DIP GALVANISED MEMBERS SHALL BE PROVIDED WITH VENT AND DRAINAGE HOLES IN ACCORDANCE WITH THE GALVANISER'S RECOMMENDATIONS. bbox=[492, 638, 744, 647]
note-paragraph: S6 ALL WELDS SHALL BE SP (SPECIAL PURPOSE) IN ACCORDANCE WITH AS1554. ALL BUTT WELDS SHALL BE FULL STRENGTH COMPLETE PENETRATION WELDS. ALL STRUCTURAL WELDS SHALL BE CLASS E48XX. bbox=[262, 821, 480, 831]
splice-header-32-a: 32 MPa OR MORE bbox=[317, 648, 392, 654]
note-paragraph: C3 SIZES OF CONCRETE ELEMENTS DO NOT INCLUDE THICKNESS OF APPLIED FINISHES. bbox=[28, 587, 186, 592]
note-paragraph: GRADE 300 PLUS FOR HOT ROLLED SECTIONS bbox=[262, 723, 345, 728]
table-row bbox=[29, 728, 250, 739]
steelwork-notes-end-body bbox=[262, 803, 480, 866]
sheet2-column-2 bbox=[262, 557, 480, 866]
footing-notes-body bbox=[28, 249, 250, 296]
table-cell: LOAD BEARING BRICKWORK WALLS bbox=[263, 252, 331, 258]
note-paragraph: ALL WELDS SHALL BE 6mm CONTINUOUS FILLET WELDS ALL AROUND. bbox=[492, 578, 616, 583]
table-cell: CAST AGAINST 0.2 mm FORTECON DPM. FORTECON TO BE LAPPED AND TAPED AT ALL JOINTS AND TEARS. bbox=[93, 728, 249, 739]
note-paragraph: C18 ALL REINFORCEMENT SHALL BE SECURELY SUPPORTED IN ITS CORRECT POSITION DURING CONCRETING BY APPROVED BAR CHAIRS, SPACERS OR SUPPORT BARS AT 1000mm MAXIMUM c/c SPACING. bbox=[28, 767, 250, 776]
note-paragraph: M6 ALL MORTAR OBSTRUCTIONS IN CORES OR CAVITIES SHALL BE REMOVED PRIOR TO GROUTING. THE CORES SHALL BE CLEAN AND FREE OF ALL DEBRIS. THE CLEANOUT HOLES SHALL BE CLOSED FOR GROUTING. bbox=[262, 62, 480, 72]
table-cell: 400 bbox=[421, 654, 479, 660]
weld-header-method: TESTING METHOD bbox=[315, 761, 414, 767]
table-cell: 3 bbox=[466, 235, 480, 241]
note-paragraph: S8 ALL BOLTS, NUTS AND WASHERS TO BE HOT DIP GALVANISED. bbox=[262, 860, 377, 865]
sheet1-column-1 bbox=[28, 8, 250, 297]
